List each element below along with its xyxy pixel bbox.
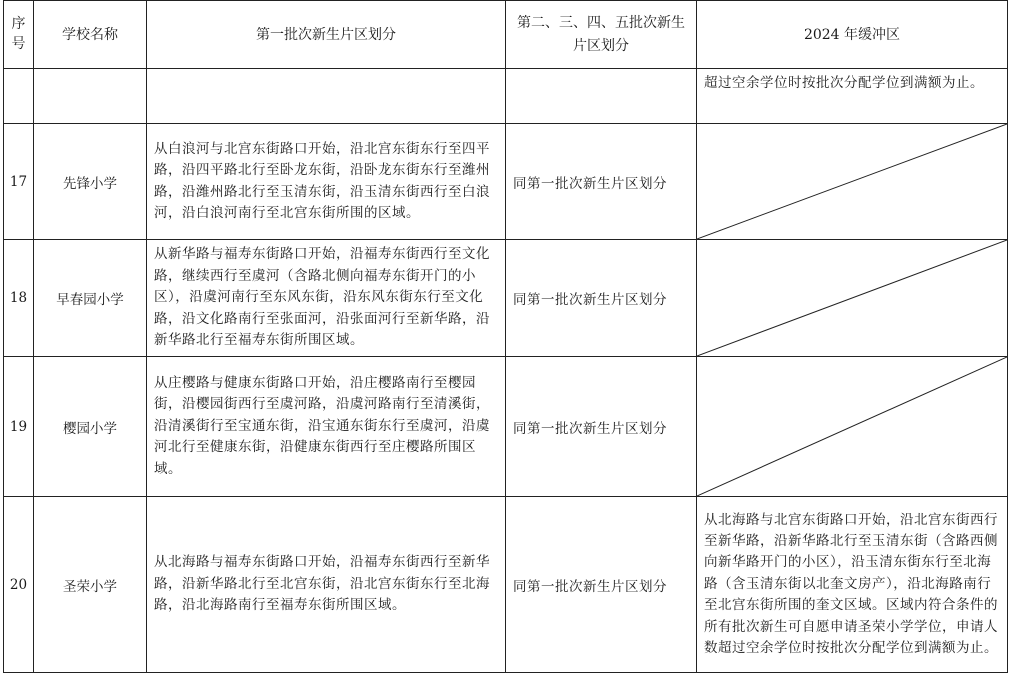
cell-empty	[506, 69, 697, 124]
header-batch1: 第一批次新生片区划分	[147, 1, 506, 69]
diagonal-line	[697, 357, 1007, 496]
table-row-continuation	[4, 69, 1008, 124]
table-row	[4, 357, 1008, 497]
header-buffer: 2024 年缓冲区	[697, 1, 1008, 69]
table-row	[4, 124, 1008, 240]
cell-buffer-area: 从北海路与北宫东街路口开始，沿北宫东街西行至新华路，沿新华路北行至玉清东街（含路西侧向新华路开门的小区），沿玉清东街东行至北海路（含玉清东街以北奎文房产），沿北海路南行至北宫东街所围的奎文区域。区域内符合条件的所有批次新生可自愿申请圣荣小学学位，申请人数超过空余学位时按批次分配学位到满额为止。	[697, 497, 1008, 673]
header-seq-text: 序号	[11, 16, 26, 52]
cell-seq: 19	[4, 357, 34, 497]
diagonal-line	[697, 124, 1007, 239]
cell-empty	[4, 69, 34, 124]
table-row	[4, 497, 1008, 673]
cell-school-name: 先锋小学	[34, 124, 147, 240]
cell-batch1-area: 从白浪河与北宫东街路口开始，沿北宫东街东行至四平路，沿四平路北行至卧龙东街，沿卧龙东街东行至潍州路，沿潍州路北行至玉清东街，沿玉清东街西行至白浪河，沿白浪河南行至北宫东街所围的区域。	[147, 124, 506, 240]
table-row	[4, 240, 1008, 357]
school-district-table	[3, 0, 1008, 673]
cell-batch2to5-area: 同第一批次新生片区划分	[506, 497, 697, 673]
header-school: 学校名称	[34, 1, 147, 69]
cell-buffer-empty-diagonal	[697, 240, 1008, 357]
header-seq	[4, 1, 34, 69]
header-batch2to5-text: 第二、三、四、五批次新生片区划分	[517, 14, 685, 54]
cell-batch2to5-area: 同第一批次新生片区划分	[506, 357, 697, 497]
cell-seq: 20	[4, 497, 34, 673]
cell-buffer-empty-diagonal	[697, 124, 1008, 240]
cell-batch1-area: 从北海路与福寿东街路口开始，沿福寿东街西行至新华路，沿新华路北行至北宫东街，沿北宫东街东行至北海路，沿北海路南行至福寿东街所围区域。	[147, 497, 506, 673]
cell-batch1-area: 从新华路与福寿东街路口开始，沿福寿东街西行至文化路，继续西行至虞河（含路北侧向福寿东街开门的小区），沿虞河南行至东风东街，沿东风东街东行至文化路，沿文化路南行至张面河，沿张面河行至新华路，沿新华路北行至福寿东街所围区域。	[147, 240, 506, 357]
cell-school-name: 圣荣小学	[34, 497, 147, 673]
cell-empty	[34, 69, 147, 124]
cell-school-name: 早春园小学	[34, 240, 147, 357]
header-batch2to5	[506, 1, 697, 69]
cell-seq: 17	[4, 124, 34, 240]
cell-buffer-empty-diagonal	[697, 357, 1008, 497]
cell-empty	[147, 69, 506, 124]
cell-batch2to5-area: 同第一批次新生片区划分	[506, 240, 697, 357]
cell-seq: 18	[4, 240, 34, 357]
diagonal-line	[697, 240, 1007, 356]
cell-school-name: 樱园小学	[34, 357, 147, 497]
table-header-row	[4, 1, 1008, 69]
cell-buffer-continuation: 超过空余学位时按批次分配学位到满额为止。	[697, 69, 1008, 124]
cell-batch1-area: 从庄樱路与健康东街路口开始，沿庄樱路南行至樱园街，沿樱园街西行至虞河路，沿虞河路南行至清溪街，沿清溪街行至宝通东街，沿宝通东街东行至虞河，沿虞河北行至健康东街，沿健康东街西行至庄樱路所围区域。	[147, 357, 506, 497]
cell-batch2to5-area: 同第一批次新生片区划分	[506, 124, 697, 240]
